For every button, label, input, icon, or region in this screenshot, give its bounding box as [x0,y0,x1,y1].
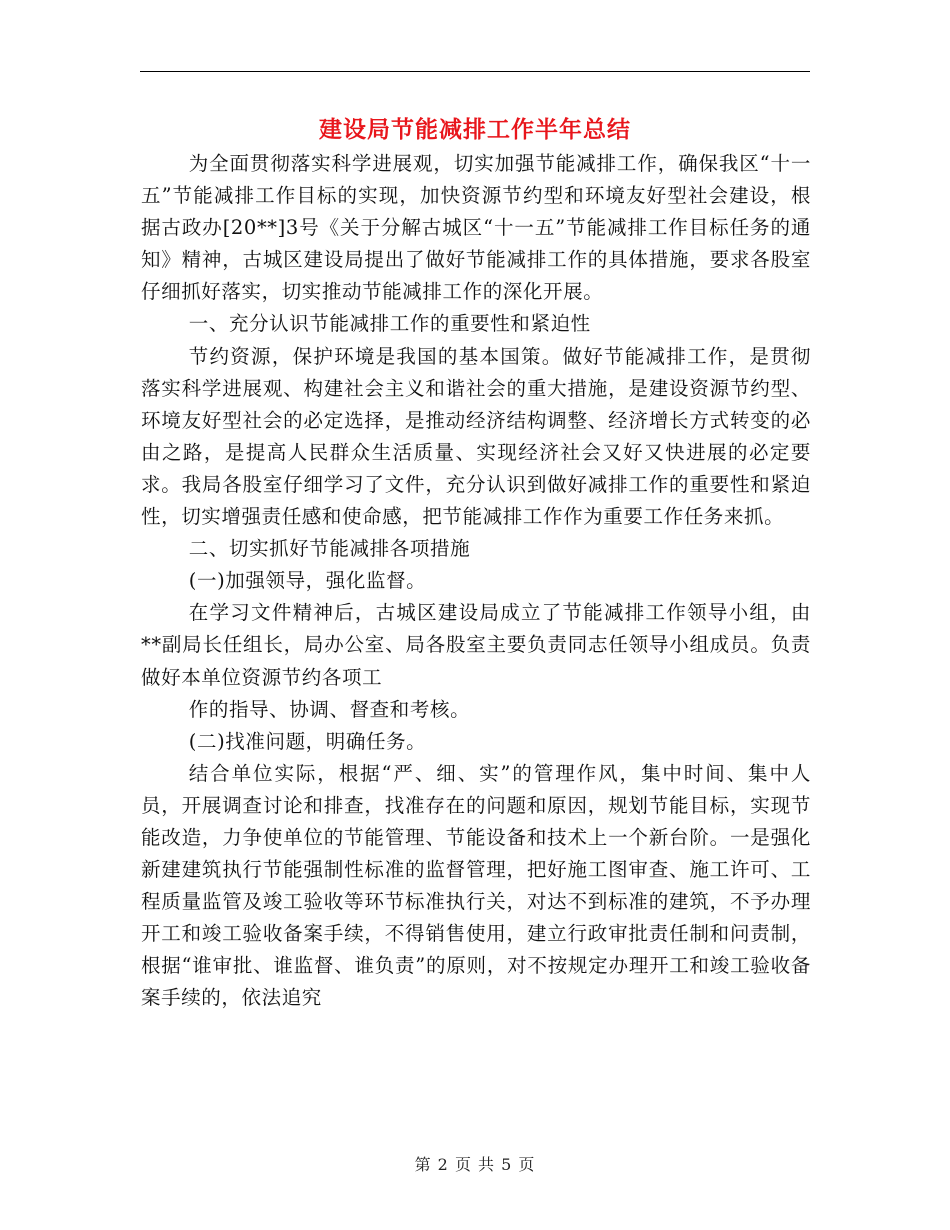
subsection-heading-1: (一)加强领导，强化监督。 [188,569,427,593]
paragraph-subsection-1-cont: 作的指导、协调、督查和考核。 [188,697,471,721]
paragraph-subsection-1: 在学习文件精神后，古城区建设局成立了节能减排工作领导小组，由**副局长任组长，局办公室、局各股室主要负责同志任领导小组成员。负责做好本单位资源节约各项工 [141,601,811,689]
paragraph-intro: 为全面贯彻落实科学进展观，切实加强节能减排工作，确保我区“十一五”节能减排工作目标的实现，加快资源节约型和环境友好型社会建设，根据古政办[20**]3号《关于分解古城区“十一五”节能减排工作目标任务的通知》精神，古城区建设局提出了做好节能减排工作的具体措施，要求各股室仔细抓好落实，切实推动节能减排工作的深化开展。 [141,152,811,304]
section-heading-2: 二、切实抓好节能减排各项措施 [188,537,471,561]
header-rule [140,71,810,72]
paragraph-subsection-2: 结合单位实际，根据“严、细、实”的管理作风，集中时间、集中人员，开展调查讨论和排查，找准存在的问题和原因，规划节能目标，实现节能改造，力争使单位的节能管理、节能设备和技术上一个新台阶。一是强化新建建筑执行节能强制性标准的监督管理，把好施工图审查、施工许可、工程质量监管及竣工验收等环节标准执行关，对达不到标准的建筑，不予办理开工和竣工验收备案手续，不得销售使用，建立行政审批责任制和问责制，根据“谁审批、谁监督、谁负责”的原则，对不按规定办理开工和竣工验收备案手续的，依法追究 [141,761,811,1010]
page-number-footer: 第 2 页 共 5 页 [414,1155,536,1174]
paragraph-section-1: 节约资源，保护环境是我国的基本国策。做好节能减排工作，是贯彻落实科学进展观、构建社会主义和谐社会的重大措施，是建设资源节约型、环境友好型社会的必定选择，是推动经济结构调整、经济增长方式转变的必由之路，是提高人民群众生活质量、实现经济社会又好又快进展的必定要求。我局各股室仔细学习了文件，充分认识到做好减排工作的重要性和紧迫性，切实增强责任感和使命感，把节能减排工作作为重要工作任务来抓。 [141,344,811,529]
document-title: 建设局节能减排工作半年总结 [319,117,631,143]
subsection-heading-2: (二)找准问题，明确任务。 [188,729,427,753]
document-body [141,148,811,1015]
section-heading-1: 一、充分认识节能减排工作的重要性和紧迫性 [188,312,591,336]
